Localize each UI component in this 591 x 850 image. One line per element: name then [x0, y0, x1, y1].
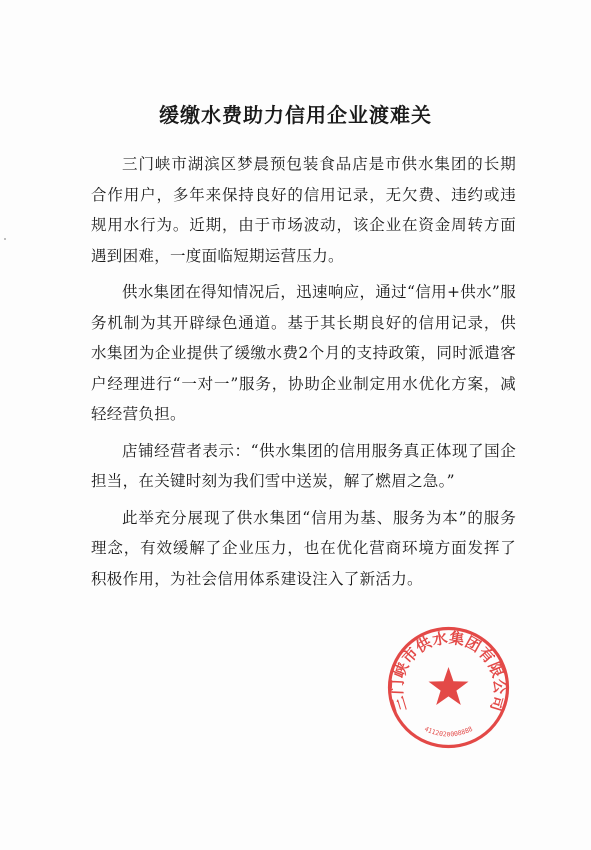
svg-text:4112020008888 — [423, 725, 474, 739]
seal-text: 三门峡市供水集团有限公司 — [388, 628, 509, 714]
document-title: 缓缴水费助力信用企业渡难关 — [159, 103, 432, 127]
paragraph-3: 店铺经营者表示：“供水集团的信用服务真正体现了国企担当，在关键时刻为我们雪中送炭，解了燃眉之急。” — [91, 441, 516, 490]
seal-icon — [386, 625, 511, 750]
seal-number: 4112020008888 — [423, 724, 474, 739]
paragraph-2: 供水集团在得知情况后，迅速响应，通过“信用+供水”服务机制为其开辟绿色通道。基于其长期良好的信用记录，供水集团为企业提供了缓缴水费2个月的支持政策，同时派遣客户经理进行“一对一”服务，协助企业制定用水优化方案，减轻经营负担。 — [91, 283, 516, 423]
seal-star — [429, 667, 469, 705]
document-body — [91, 149, 516, 600]
scan-mark — [4, 238, 6, 240]
paragraph-1: 三门峡市湖滨区梦晨预包装食品店是市供水集团的长期合作用户，多年来保持良好的信用记录，无欠费、违约或违规用水行为。近期，由于市场波动，该企业在资金周转方面遇到困难，一度面临短期运营压力。 — [91, 155, 516, 265]
company-seal — [386, 625, 511, 750]
paragraph-4: 此举充分展现了供水集团“信用为基、服务为本”的服务理念，有效缓解了企业压力，也在优化营商环境方面发挥了积极作用，为社会信用体系建设注入了新活力。 — [91, 508, 516, 588]
